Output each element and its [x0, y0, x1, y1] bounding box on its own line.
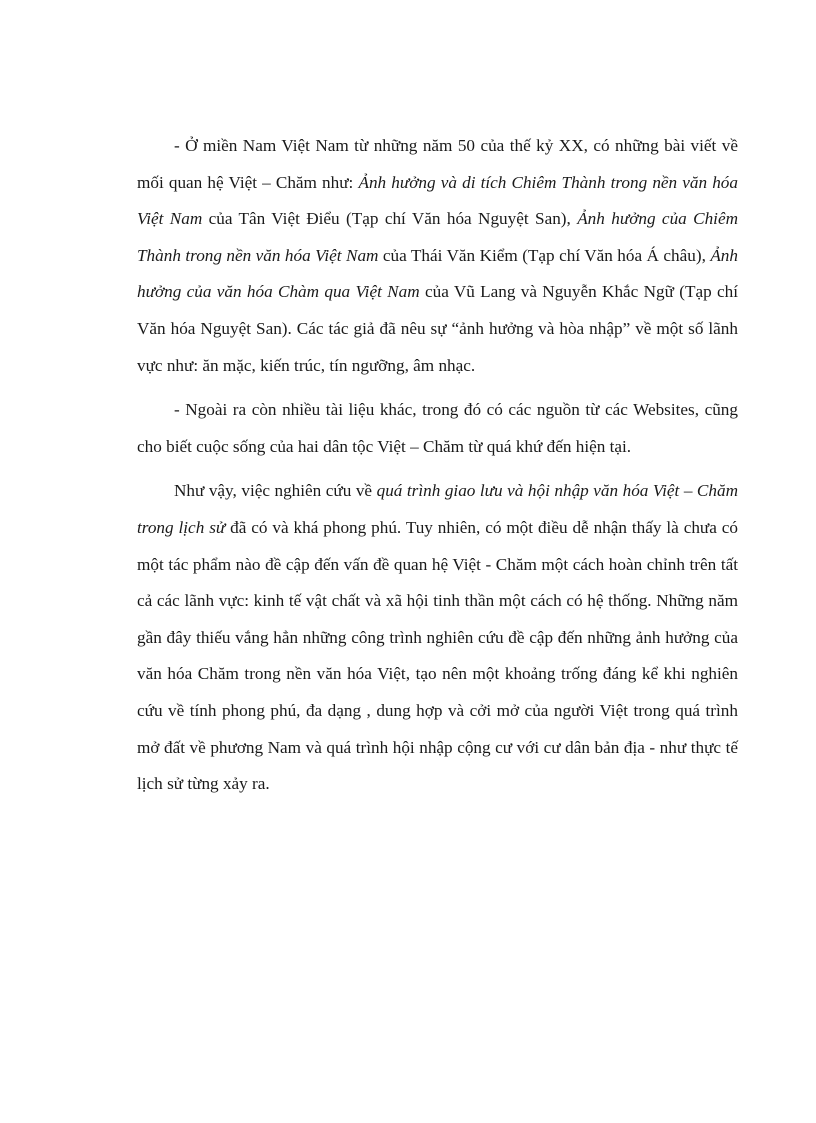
text-segment: - Ngoài ra còn nhiều tài liệu khác, trong đó có các nguồn từ các Websites, cũng cho biết cuộc sống của hai dân tộc Việt – Chăm từ quá khứ đến hiện tại. [137, 400, 738, 456]
text-segment: đã có và khá phong phú. Tuy nhiên, có một điều dễ nhận thấy là chưa có một tác phẩm nào đề cập đến vấn đề quan hệ Việt - Chăm một cách hoàn chỉnh trên tất cả các lãnh vực: kinh tế vật chất và xã hội tinh thần một cách có hệ thống. Những năm gần đây thiếu vắng hẳn những công trình nghiên cứu đề cập đến những ảnh hưởng của văn hóa Chăm trong nền văn hóa Việt, tạo nên một khoảng trống đáng kể khi nghiên cứu về tính phong phú, đa dạng , dung hợp và cởi mở của người Việt trong quá trình mở đất về phương Nam và quá trình hội nhập cộng cư với cư dân bản địa - như thực tế lịch sử từng xảy ra. [137, 517, 738, 794]
document-page [137, 128, 738, 811]
text-segment: của Tân Việt Điểu (Tạp chí Văn hóa Nguyệt San), [202, 209, 578, 229]
paragraph-research-summary [137, 473, 738, 802]
italic-title: Ảnh hưởng của văn hóa Chàm qua Việt Nam [137, 245, 738, 302]
italic-title: Ảnh hưởng và di tích Chiêm Thành trong nền văn hóa Việt Nam [137, 172, 738, 229]
text-segment: Như vậy, việc nghiên cứu về [174, 481, 377, 501]
paragraph-other-sources [137, 392, 738, 465]
paragraph-south-vietnam-articles [137, 128, 738, 384]
italic-title: Ảnh hưởng của Chiêm Thành trong nền văn hóa Việt Nam [137, 209, 738, 265]
text-segment: của Thái Văn Kiểm (Tạp chí Văn hóa Á châu), [378, 245, 711, 265]
text-segment: - Ở miền Nam Việt Nam từ những năm 50 của thế kỷ XX, có những bài viết về mối quan hệ Việt – Chăm như: [137, 136, 738, 192]
italic-topic: quá trình giao lưu và hội nhập văn hóa Việt – Chăm trong lịch sử [137, 481, 738, 537]
text-segment: của Vũ Lang và Nguyễn Khắc Ngữ (Tạp chí Văn hóa Nguyệt San). Các tác giả đã nêu sự “ảnh hưởng và hòa nhập” về một số lãnh vực như: ăn mặc, kiến trúc, tín ngưỡng, âm nhạc. [137, 282, 738, 375]
